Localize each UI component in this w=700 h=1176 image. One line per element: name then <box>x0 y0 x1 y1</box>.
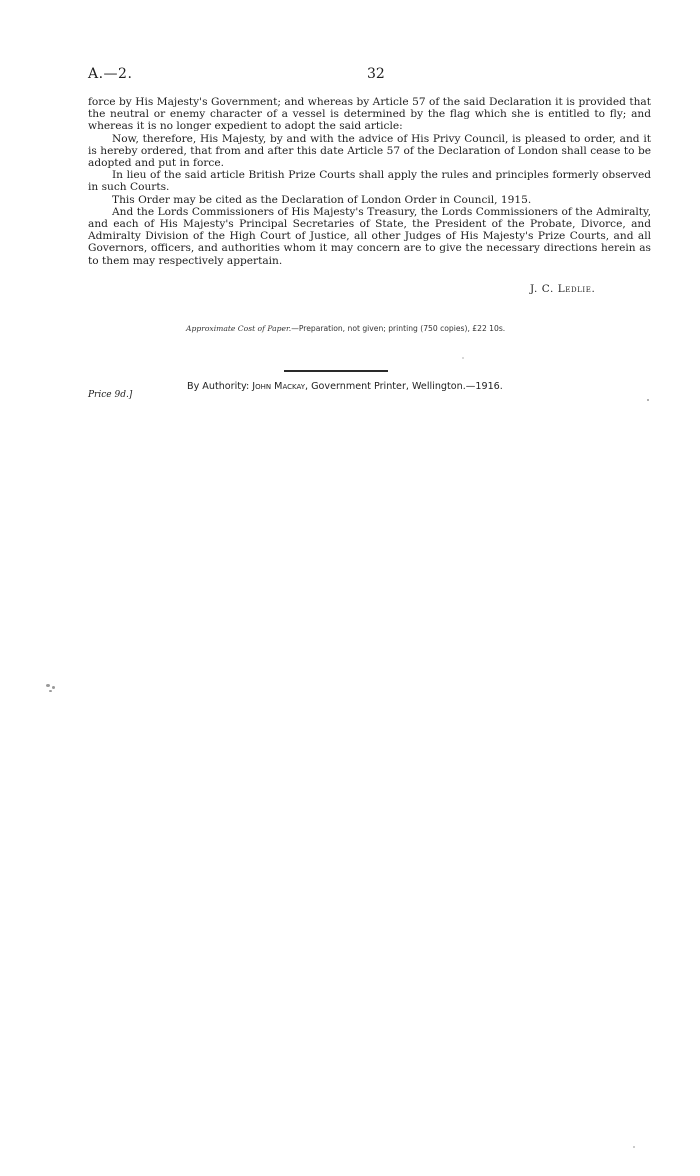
paragraph: This Order may be cited as the Declaration of London Order in Council, 1915. <box>112 193 532 206</box>
imprint-suffix: , Government Printer, Wellington.—1916. <box>305 381 503 392</box>
scan-speck <box>49 690 52 692</box>
order-text <box>88 96 651 267</box>
paragraph: In lieu of the said article British Prize Courts shall apply the rules and principles formerly observed in such Courts. <box>88 169 651 194</box>
scan-speck <box>633 1146 635 1148</box>
scan-speck <box>52 686 55 689</box>
paragraph: force by His Majesty's Government; and whereas by Article 57 of the said Declaration it is provided that the neutral or enemy character of a vessel is determined by the flag which she is entitled to fly; and whereas it is no longer expedient to adopt the said article: <box>88 96 651 133</box>
cost-text: —Preparation, not given; printing (750 copies), £22 10s. <box>291 324 506 333</box>
divider-rule <box>284 370 388 372</box>
printer-imprint <box>187 381 503 392</box>
printer-name: John Mackay <box>252 381 306 392</box>
scan-speck <box>46 684 50 687</box>
paragraph: Now, therefore, His Majesty, by and with the advice of His Privy Council, is pleased to order, and it is hereby ordered, that from and after this date Article 57 of the Declaration of London shall cease to be adopted and put in force. <box>88 132 651 170</box>
scan-speck <box>647 399 649 401</box>
scan-speck <box>462 357 464 359</box>
signature: J. C. Ledlie. <box>530 283 596 295</box>
document-reference: A.—2. <box>88 66 133 82</box>
paragraph: And the Lords Commissioners of His Majesty's Treasury, the Lords Commissioners of the Admiralty, and each of His Majesty's Principal Secretaries of State, the President of the Probate, Divorce, and Admiralty Division of the High Court of Justice, all other Judges of His Majesty's Prize Courts, and all Governors, officers, and authorities whom it may concern are to give the necessary directions herein as to them may respectively appertain. <box>88 205 651 267</box>
page-number: 32 <box>367 66 385 82</box>
cost-of-paper-note <box>186 324 505 333</box>
cost-label: Approximate Cost of Paper. <box>186 324 292 333</box>
price-label: Price 9d.] <box>88 390 133 400</box>
imprint-prefix: By Authority: <box>187 381 253 392</box>
